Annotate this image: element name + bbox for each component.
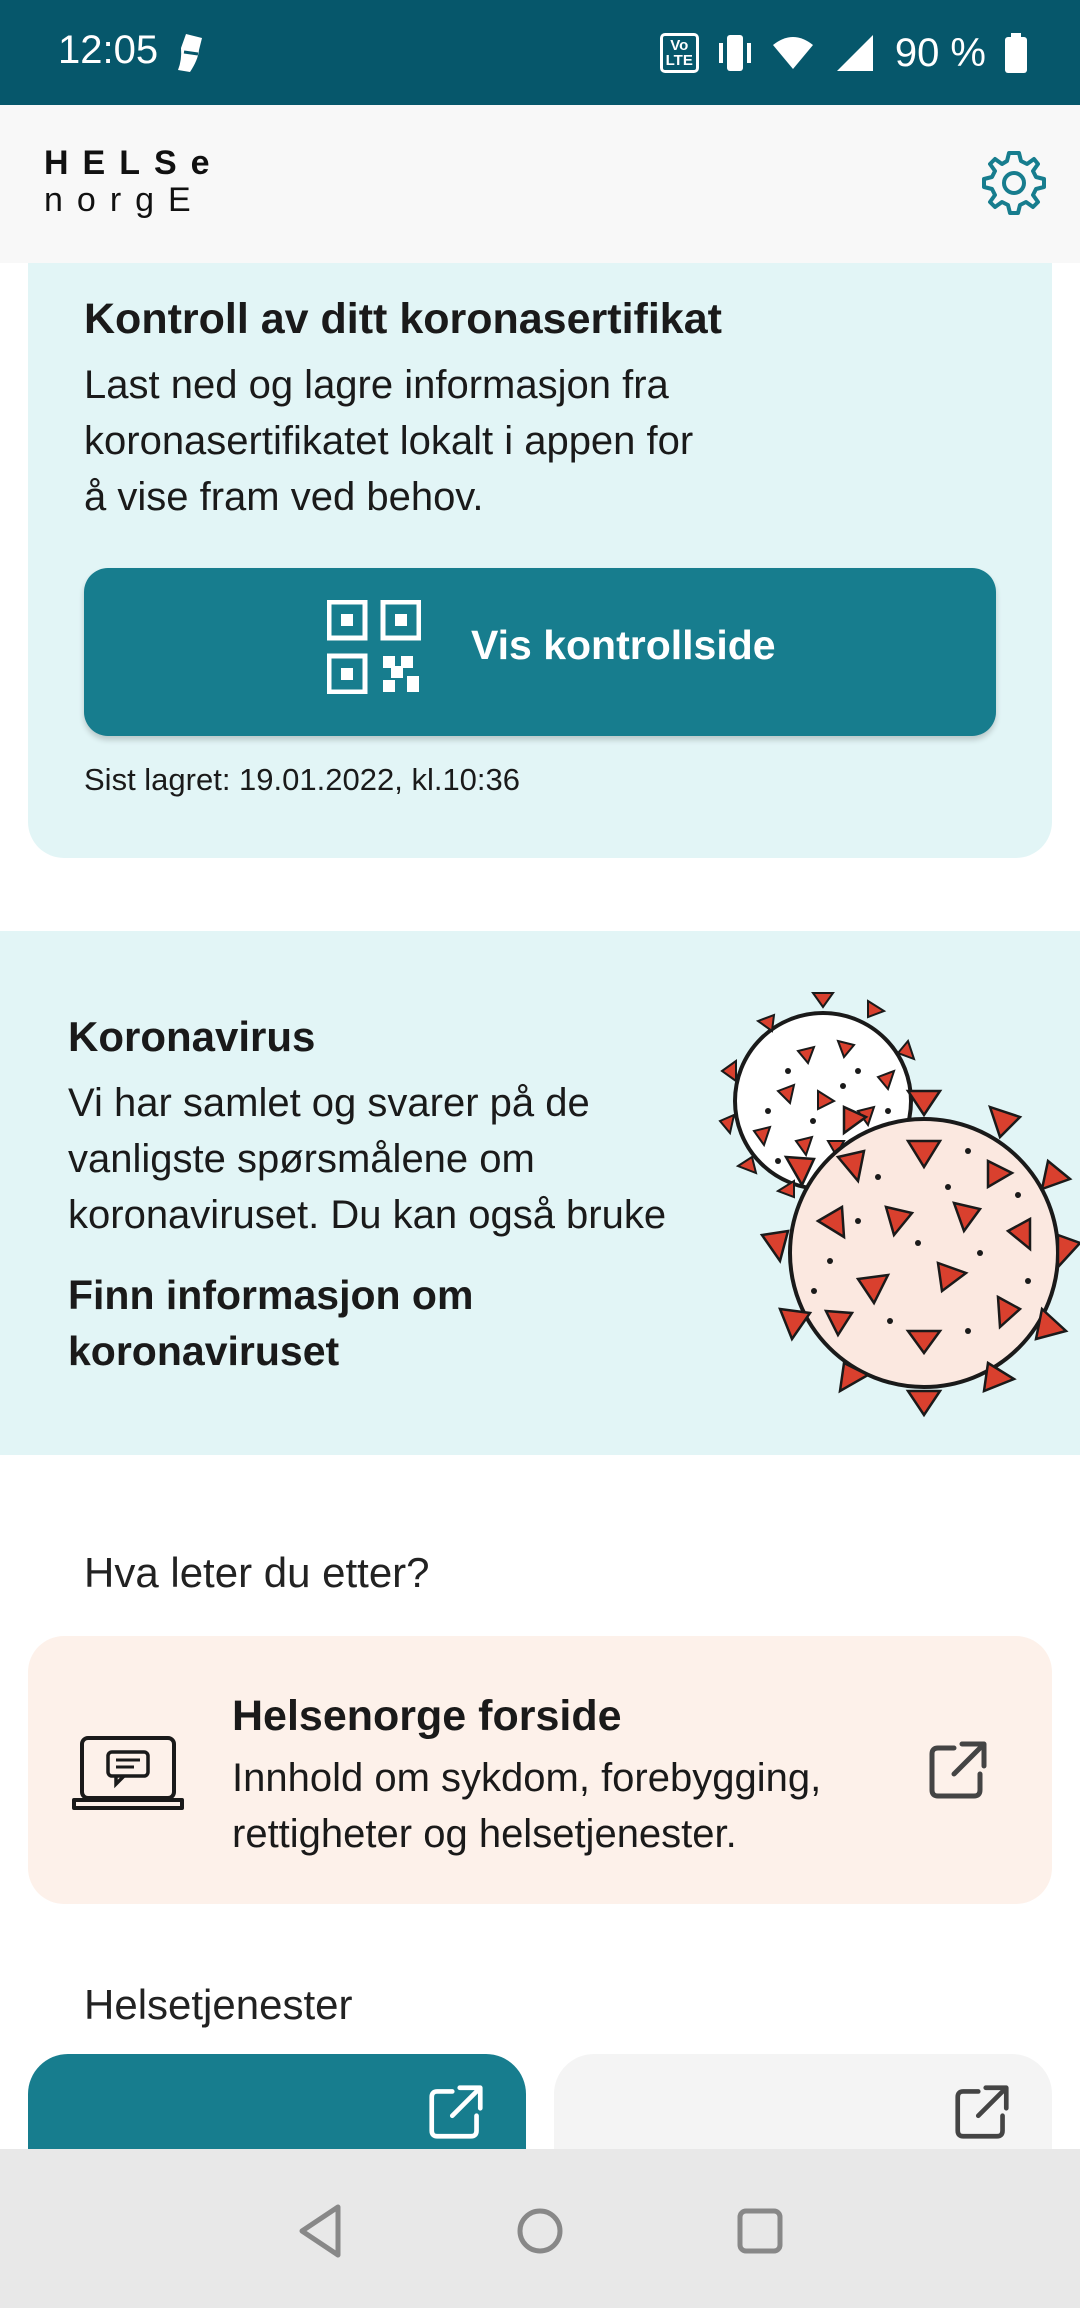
vibrate-icon bbox=[717, 31, 753, 75]
status-bar bbox=[0, 0, 1080, 105]
volte-bottom: LTE bbox=[665, 52, 693, 69]
certificate-description: Last ned og lagre informasjon fra koronasertifikatet lokalt i appen for å vise fram ved behov. bbox=[84, 363, 694, 519]
status-time: 12:05 bbox=[58, 28, 159, 72]
laptop-icon bbox=[72, 1734, 184, 1812]
certificate-card bbox=[28, 263, 1052, 858]
logo-line-1: HELSe bbox=[44, 144, 224, 182]
signal-icon bbox=[833, 33, 877, 73]
certificate-title: Kontroll av ditt koronasertifikat bbox=[84, 295, 722, 343]
what-are-you-looking-for-heading: Hva leter du etter? bbox=[84, 1549, 430, 1596]
show-control-page-label: Vis kontrollside bbox=[471, 622, 776, 668]
app-header bbox=[0, 105, 1080, 263]
home-icon[interactable] bbox=[500, 2191, 580, 2271]
wifi-icon bbox=[771, 33, 815, 73]
scroll-content[interactable] bbox=[0, 263, 1080, 2149]
back-icon[interactable] bbox=[280, 2191, 360, 2271]
coronavirus-description: Vi har samlet og svarer på de vanligste spørsmålene om koronaviruset. Du kan også bruke bbox=[68, 1081, 667, 1237]
logo-line-2: norgE bbox=[44, 181, 205, 219]
brush-icon bbox=[172, 30, 212, 76]
qr-code-icon bbox=[327, 600, 421, 694]
gear-icon[interactable] bbox=[975, 145, 1051, 221]
service-tile-1[interactable] bbox=[28, 2054, 526, 2149]
external-link-icon bbox=[954, 2084, 1010, 2140]
external-link-icon bbox=[428, 2084, 484, 2140]
helsenorge-front-page-card[interactable] bbox=[28, 1636, 1052, 1904]
coronavirus-title: Koronavirus bbox=[68, 1013, 316, 1060]
front-page-title: Helsenorge forside bbox=[232, 1692, 622, 1740]
helsenorge-logo[interactable] bbox=[44, 144, 224, 219]
battery-icon bbox=[1004, 33, 1028, 73]
last-saved-text: Sist lagret: 19.01.2022, kl.10:36 bbox=[84, 762, 521, 797]
system-navigation-bar bbox=[0, 2149, 1080, 2308]
volte-icon bbox=[660, 33, 699, 73]
health-services-heading: Helsetjenester bbox=[84, 1981, 353, 2028]
virus-illustration-icon bbox=[718, 991, 1080, 1427]
service-tile-2[interactable] bbox=[554, 2054, 1052, 2149]
volte-top: Vo bbox=[670, 37, 689, 54]
show-control-page-button[interactable] bbox=[84, 568, 996, 736]
external-link-icon bbox=[928, 1740, 988, 1800]
battery-percent: 90 % bbox=[894, 30, 986, 75]
coronavirus-info-link[interactable]: Finn informasjon om koronaviruset bbox=[68, 1272, 474, 1374]
front-page-description: Innhold om sykdom, forebygging, rettigheter og helsetjenester. bbox=[232, 1756, 822, 1856]
status-icons bbox=[660, 28, 1028, 78]
recent-apps-icon[interactable] bbox=[720, 2191, 800, 2271]
coronavirus-card[interactable] bbox=[0, 931, 1080, 1455]
